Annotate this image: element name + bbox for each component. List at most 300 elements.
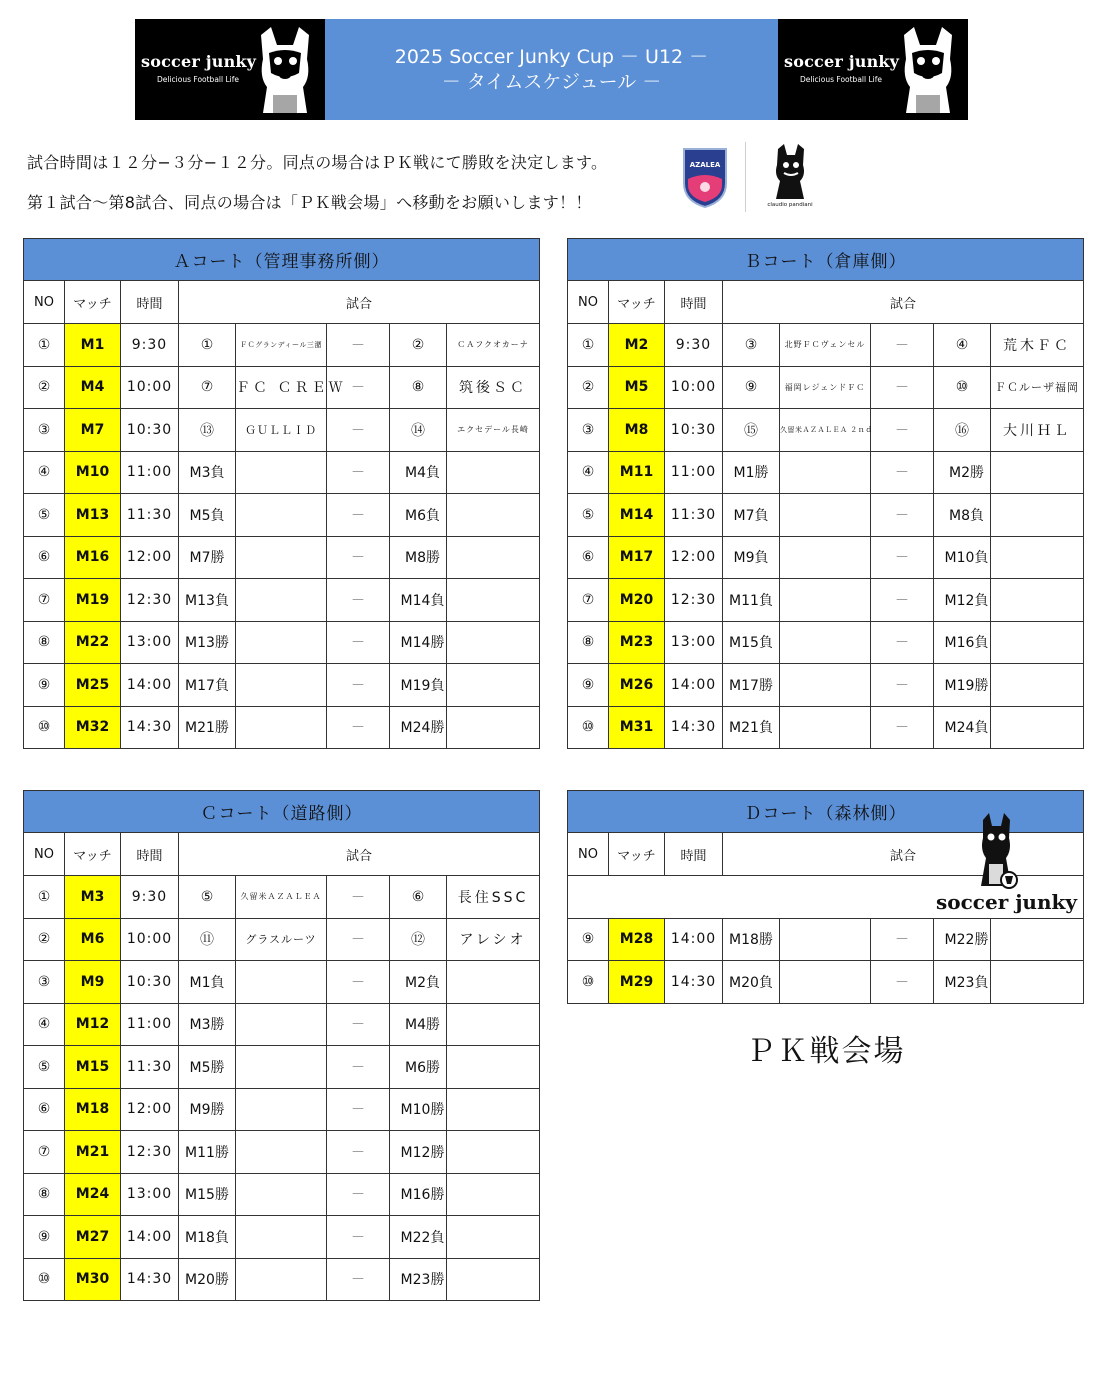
row-number: ⑨ xyxy=(568,918,609,961)
col-header-game: 試合 xyxy=(179,833,540,876)
home-slot-blank xyxy=(236,1131,327,1174)
court-title: Ａコート（管理事務所側） xyxy=(24,239,540,281)
kickoff-time: 11:00 xyxy=(665,451,723,494)
row-number: ⑥ xyxy=(24,1088,65,1131)
team-name-away: エクセデール長崎 xyxy=(447,409,540,452)
team-name-home: ＦＣ ＣＲＥＷ xyxy=(236,366,327,409)
row-number: ⑦ xyxy=(24,1131,65,1174)
home-slot-blank xyxy=(236,664,327,707)
brand-logo-left xyxy=(135,19,325,120)
home-slot-blank xyxy=(236,494,327,537)
team-name-home: ＦＣグランディール三潴 xyxy=(236,324,327,367)
brand-name: soccer junky xyxy=(141,52,257,71)
away-slot-blank xyxy=(447,1173,540,1216)
row-number: ③ xyxy=(24,961,65,1004)
home-slot-blank xyxy=(236,621,327,664)
away-slot: M8勝 xyxy=(390,536,447,579)
team-seed-away: ⑫ xyxy=(390,918,447,961)
bulldog-icon xyxy=(249,25,321,117)
away-slot: M12勝 xyxy=(390,1131,447,1174)
away-slot-blank xyxy=(447,664,540,707)
kickoff-time: 12:30 xyxy=(121,1131,179,1174)
row-number: ① xyxy=(568,324,609,367)
court-b-schedule xyxy=(567,238,1083,749)
team-seed-home: ⑦ xyxy=(179,366,236,409)
away-slot: M22負 xyxy=(390,1216,447,1259)
kickoff-time: 10:00 xyxy=(665,366,723,409)
away-slot: M10勝 xyxy=(390,1088,447,1131)
match-id: M8 xyxy=(609,409,665,452)
home-slot-blank xyxy=(236,961,327,1004)
brand-logo-right xyxy=(778,19,968,120)
home-slot-blank xyxy=(780,664,871,707)
col-header-no: NO xyxy=(568,833,609,876)
team-seed-home: ① xyxy=(179,324,236,367)
team-seed-away: ④ xyxy=(934,324,991,367)
team-seed-home: ③ xyxy=(723,324,780,367)
match-id: M32 xyxy=(65,706,121,749)
table-row xyxy=(24,1088,540,1131)
vs-dash: － xyxy=(871,579,934,622)
team-name-away: 荒木ＦＣ xyxy=(991,324,1084,367)
home-slot-blank xyxy=(236,1003,327,1046)
vs-dash: － xyxy=(327,1088,390,1131)
kickoff-time: 12:00 xyxy=(121,1088,179,1131)
col-header-time: 時間 xyxy=(665,833,723,876)
table-row xyxy=(24,621,540,664)
schedule-table xyxy=(23,238,540,749)
row-number: ③ xyxy=(568,409,609,452)
row-number: ① xyxy=(24,324,65,367)
header-banner xyxy=(135,19,972,120)
home-slot: M5負 xyxy=(179,494,236,537)
vs-dash: － xyxy=(327,324,390,367)
kickoff-time: 10:30 xyxy=(665,409,723,452)
col-header-match: マッチ xyxy=(65,833,121,876)
row-number: ⑩ xyxy=(568,961,609,1004)
team-seed-away: ⑭ xyxy=(390,409,447,452)
home-slot: M9勝 xyxy=(179,1088,236,1131)
home-slot-blank xyxy=(780,494,871,537)
away-slot: M24負 xyxy=(934,706,991,749)
team-name-home: 久留米ＡＺＡＬＥＡ xyxy=(236,876,327,919)
match-id: M23 xyxy=(609,621,665,664)
vs-dash: － xyxy=(327,1258,390,1301)
kickoff-time: 11:30 xyxy=(665,494,723,537)
team-name-home: ＧＵＬＬＩＤ xyxy=(236,409,327,452)
match-id: M2 xyxy=(609,324,665,367)
match-id: M22 xyxy=(65,621,121,664)
home-slot-blank xyxy=(236,1088,327,1131)
kickoff-time: 12:30 xyxy=(665,579,723,622)
vs-dash: － xyxy=(871,664,934,707)
away-slot: M12負 xyxy=(934,579,991,622)
pk-venue-label: ＰＫ戦会場 xyxy=(745,1034,906,1069)
away-slot-blank xyxy=(447,1088,540,1131)
vs-dash: － xyxy=(871,706,934,749)
kickoff-time: 14:00 xyxy=(665,664,723,707)
home-slot-blank xyxy=(236,451,327,494)
home-slot: M21勝 xyxy=(179,706,236,749)
court-title: Ｄコート（森林側） xyxy=(568,791,1084,833)
home-slot-blank xyxy=(780,961,871,1004)
home-slot-blank xyxy=(780,706,871,749)
row-number: ⑥ xyxy=(24,536,65,579)
table-row xyxy=(24,918,540,961)
row-number: ⑤ xyxy=(24,1046,65,1089)
team-name-away: 長住SSC xyxy=(447,876,540,919)
kickoff-time: 13:00 xyxy=(665,621,723,664)
vs-dash: － xyxy=(871,621,934,664)
match-id: M12 xyxy=(65,1003,121,1046)
table-row xyxy=(568,536,1084,579)
away-slot-blank xyxy=(447,621,540,664)
col-header-game: 試合 xyxy=(723,833,1084,876)
brand-tagline: Delicious Football Life xyxy=(800,75,882,84)
table-row xyxy=(568,961,1084,1004)
kickoff-time: 14:00 xyxy=(121,1216,179,1259)
pandiani-caption: claudio pandiani xyxy=(767,202,813,208)
table-row xyxy=(24,1131,540,1174)
match-id: M21 xyxy=(65,1131,121,1174)
away-slot-blank xyxy=(447,1046,540,1089)
match-id: M25 xyxy=(65,664,121,707)
bulldog-icon xyxy=(762,143,818,201)
kickoff-time: 9:30 xyxy=(121,876,179,919)
vs-dash: － xyxy=(327,621,390,664)
vs-dash: － xyxy=(871,451,934,494)
vs-dash: － xyxy=(327,536,390,579)
vs-dash: － xyxy=(327,1003,390,1046)
away-slot-blank xyxy=(447,579,540,622)
banner-title-line1: 2025 Soccer Junky Cup － U12 － xyxy=(394,45,709,68)
away-slot-blank xyxy=(447,961,540,1004)
table-row xyxy=(24,664,540,707)
away-slot: M24勝 xyxy=(390,706,447,749)
match-id: M5 xyxy=(609,366,665,409)
away-slot: M16勝 xyxy=(390,1173,447,1216)
vs-dash: － xyxy=(327,1131,390,1174)
match-id: M30 xyxy=(65,1258,121,1301)
home-slot-blank xyxy=(236,1258,327,1301)
rule-note-1: 試合時間は１２分−３分−１２分。同点の場合はＰＫ戦にて勝敗を決定します。 xyxy=(27,153,608,172)
col-header-match: マッチ xyxy=(65,281,121,324)
home-slot-blank xyxy=(236,579,327,622)
home-slot: M15勝 xyxy=(179,1173,236,1216)
row-number: ⑧ xyxy=(568,621,609,664)
col-header-game: 試合 xyxy=(179,281,540,324)
away-slot-blank xyxy=(991,621,1084,664)
row-number: ② xyxy=(24,366,65,409)
away-slot: M8負 xyxy=(934,494,991,537)
kickoff-time: 14:30 xyxy=(121,706,179,749)
home-slot-blank xyxy=(236,536,327,579)
away-slot-blank xyxy=(991,451,1084,494)
table-row xyxy=(24,494,540,537)
kickoff-time: 10:00 xyxy=(121,918,179,961)
match-id: M17 xyxy=(609,536,665,579)
home-slot: M18負 xyxy=(179,1216,236,1259)
pk-brand-name: soccer junky xyxy=(936,889,1077,914)
away-slot: M14勝 xyxy=(390,621,447,664)
match-id: M13 xyxy=(65,494,121,537)
home-slot: M3勝 xyxy=(179,1003,236,1046)
row-number: ⑦ xyxy=(24,579,65,622)
rule-note-2: 第１試合〜第8試合、同点の場合は「ＰＫ戦会場」へ移動をお願いします！！ xyxy=(27,193,592,212)
kickoff-time: 11:00 xyxy=(121,1003,179,1046)
row-number: ④ xyxy=(24,451,65,494)
court-a-schedule xyxy=(23,238,539,749)
table-row xyxy=(24,1046,540,1089)
table-row xyxy=(24,1003,540,1046)
home-slot-blank xyxy=(236,1216,327,1259)
vs-dash: － xyxy=(871,961,934,1004)
kickoff-time: 14:00 xyxy=(121,664,179,707)
away-slot-blank xyxy=(991,706,1084,749)
kickoff-time: 9:30 xyxy=(665,324,723,367)
home-slot-blank xyxy=(236,1046,327,1089)
table-row xyxy=(568,706,1084,749)
vs-dash: － xyxy=(327,664,390,707)
home-slot: M17負 xyxy=(179,664,236,707)
row-number: ② xyxy=(24,918,65,961)
match-id: M3 xyxy=(65,876,121,919)
table-row xyxy=(24,961,540,1004)
row-number: ⑤ xyxy=(568,494,609,537)
row-number: ⑩ xyxy=(24,706,65,749)
brand-name: soccer junky xyxy=(784,52,900,71)
home-slot-blank xyxy=(780,579,871,622)
col-header-time: 時間 xyxy=(121,833,179,876)
team-name-away: ＦＣルーザ福岡 xyxy=(991,366,1084,409)
table-row xyxy=(24,579,540,622)
row-number: ⑦ xyxy=(568,579,609,622)
schedule-table xyxy=(567,790,1084,1069)
col-header-no: NO xyxy=(24,833,65,876)
home-slot: M7勝 xyxy=(179,536,236,579)
team-name-away: アレシオ xyxy=(447,918,540,961)
home-slot: M20負 xyxy=(723,961,780,1004)
row-number: ③ xyxy=(24,409,65,452)
away-slot: M2負 xyxy=(390,961,447,1004)
table-row xyxy=(568,918,1084,961)
away-slot-blank xyxy=(447,1003,540,1046)
home-slot: M9負 xyxy=(723,536,780,579)
away-slot-blank xyxy=(447,706,540,749)
banner-title-line2: － タイムスケジュール － xyxy=(441,70,662,93)
away-slot: M6勝 xyxy=(390,1046,447,1089)
kickoff-time: 11:30 xyxy=(121,1046,179,1089)
away-slot-blank xyxy=(447,536,540,579)
schedule-table xyxy=(23,790,540,1301)
table-row xyxy=(24,1216,540,1259)
vs-dash: － xyxy=(327,579,390,622)
away-slot-blank xyxy=(447,1258,540,1301)
team-seed-away: ⑩ xyxy=(934,366,991,409)
away-slot-blank xyxy=(991,494,1084,537)
away-slot: M19負 xyxy=(390,664,447,707)
vs-dash: － xyxy=(327,366,390,409)
kickoff-time: 13:00 xyxy=(121,1173,179,1216)
court-title: Ｃコート（道路側） xyxy=(24,791,540,833)
home-slot: M11負 xyxy=(723,579,780,622)
team-seed-away: ⑯ xyxy=(934,409,991,452)
away-slot: M2勝 xyxy=(934,451,991,494)
home-slot-blank xyxy=(780,621,871,664)
home-slot-blank xyxy=(780,451,871,494)
table-row xyxy=(568,579,1084,622)
team-name-home: 北野ＦＣヴェンセル xyxy=(780,324,871,367)
col-header-time: 時間 xyxy=(121,281,179,324)
row-number: ⑤ xyxy=(24,494,65,537)
kickoff-time: 12:00 xyxy=(121,536,179,579)
kickoff-time: 12:30 xyxy=(121,579,179,622)
team-seed-home: ⑮ xyxy=(723,409,780,452)
away-slot: M14負 xyxy=(390,579,447,622)
row-number: ⑩ xyxy=(24,1258,65,1301)
vs-dash: － xyxy=(871,366,934,409)
home-slot: M1負 xyxy=(179,961,236,1004)
team-name-away: 大川ＨＬ xyxy=(991,409,1084,452)
match-id: M6 xyxy=(65,918,121,961)
court-d-schedule xyxy=(567,790,1083,1069)
away-slot: M19勝 xyxy=(934,664,991,707)
match-id: M24 xyxy=(65,1173,121,1216)
col-header-no: NO xyxy=(24,281,65,324)
vs-dash: － xyxy=(871,536,934,579)
home-slot: M15負 xyxy=(723,621,780,664)
away-slot: M10負 xyxy=(934,536,991,579)
col-header-match: マッチ xyxy=(609,281,665,324)
match-id: M20 xyxy=(609,579,665,622)
away-slot: M4負 xyxy=(390,451,447,494)
home-slot: M3負 xyxy=(179,451,236,494)
team-name-away: 筑後ＳＣ xyxy=(447,366,540,409)
home-slot: M17勝 xyxy=(723,664,780,707)
away-slot-blank xyxy=(991,536,1084,579)
vs-dash: － xyxy=(327,961,390,1004)
away-slot: M6負 xyxy=(390,494,447,537)
away-slot: M4勝 xyxy=(390,1003,447,1046)
table-row xyxy=(24,1173,540,1216)
row-number: ① xyxy=(24,876,65,919)
vs-dash: － xyxy=(327,1173,390,1216)
home-slot: M7負 xyxy=(723,494,780,537)
match-id: M15 xyxy=(65,1046,121,1089)
match-id: M7 xyxy=(65,409,121,452)
table-row xyxy=(568,324,1084,367)
kickoff-time: 10:00 xyxy=(121,366,179,409)
col-header-match: マッチ xyxy=(609,833,665,876)
kickoff-time: 13:00 xyxy=(121,621,179,664)
kickoff-time: 9:30 xyxy=(121,324,179,367)
row-number: ⑥ xyxy=(568,536,609,579)
table-row xyxy=(24,876,540,919)
vs-dash: － xyxy=(327,1216,390,1259)
vs-dash: － xyxy=(327,706,390,749)
kickoff-time: 10:30 xyxy=(121,409,179,452)
court-c-schedule xyxy=(23,790,539,1301)
away-slot: M22勝 xyxy=(934,918,991,961)
team-seed-away: ② xyxy=(390,324,447,367)
kickoff-time: 14:30 xyxy=(121,1258,179,1301)
table-row xyxy=(24,451,540,494)
row-number: ④ xyxy=(568,451,609,494)
table-row xyxy=(568,621,1084,664)
match-id: M9 xyxy=(65,961,121,1004)
team-name-home: グラスルーツ xyxy=(236,918,327,961)
team-seed-home: ⑪ xyxy=(179,918,236,961)
table-row xyxy=(24,366,540,409)
away-slot: M23負 xyxy=(934,961,991,1004)
match-id: M1 xyxy=(65,324,121,367)
away-slot-blank xyxy=(991,664,1084,707)
table-row xyxy=(568,664,1084,707)
team-seed-away: ⑧ xyxy=(390,366,447,409)
team-name-home: 久留米ＡＺＡＬＥＡ ２ｎｄ xyxy=(780,409,871,452)
vs-dash: － xyxy=(871,324,934,367)
kickoff-time: 14:00 xyxy=(665,918,723,961)
row-number: ⑨ xyxy=(24,664,65,707)
bulldog-with-ball-icon xyxy=(971,812,1021,890)
kickoff-time: 11:00 xyxy=(121,451,179,494)
vs-dash: － xyxy=(327,409,390,452)
kickoff-time: 12:00 xyxy=(665,536,723,579)
away-slot-blank xyxy=(991,579,1084,622)
table-row xyxy=(568,451,1084,494)
away-slot: M23勝 xyxy=(390,1258,447,1301)
banner-title xyxy=(325,19,778,120)
away-slot-blank xyxy=(991,918,1084,961)
vs-dash: － xyxy=(327,451,390,494)
table-row xyxy=(24,1258,540,1301)
match-id: M11 xyxy=(609,451,665,494)
table-row xyxy=(24,706,540,749)
row-number: ⑨ xyxy=(568,664,609,707)
match-id: M26 xyxy=(609,664,665,707)
home-slot-blank xyxy=(236,706,327,749)
home-slot-blank xyxy=(780,918,871,961)
team-seed-home: ⑬ xyxy=(179,409,236,452)
kickoff-time: 11:30 xyxy=(121,494,179,537)
brand-tagline: Delicious Football Life xyxy=(157,75,239,84)
home-slot: M1勝 xyxy=(723,451,780,494)
match-id: M14 xyxy=(609,494,665,537)
match-id: M10 xyxy=(65,451,121,494)
home-slot: M21負 xyxy=(723,706,780,749)
team-name-away: ＣＡフクオカーナ xyxy=(447,324,540,367)
home-slot: M13負 xyxy=(179,579,236,622)
match-id: M29 xyxy=(609,961,665,1004)
away-slot-blank xyxy=(991,961,1084,1004)
table-row xyxy=(24,409,540,452)
court-title: Ｂコート（倉庫側） xyxy=(568,239,1084,281)
team-seed-home: ⑨ xyxy=(723,366,780,409)
kickoff-time: 10:30 xyxy=(121,961,179,1004)
kickoff-time: 14:30 xyxy=(665,706,723,749)
table-row xyxy=(24,324,540,367)
vs-dash: － xyxy=(871,494,934,537)
col-header-no: NO xyxy=(568,281,609,324)
away-slot-blank xyxy=(447,494,540,537)
home-slot: M5勝 xyxy=(179,1046,236,1089)
match-id: M18 xyxy=(65,1088,121,1131)
match-id: M28 xyxy=(609,918,665,961)
away-slot: M16負 xyxy=(934,621,991,664)
row-number: ④ xyxy=(24,1003,65,1046)
table-row xyxy=(568,366,1084,409)
row-number: ⑩ xyxy=(568,706,609,749)
